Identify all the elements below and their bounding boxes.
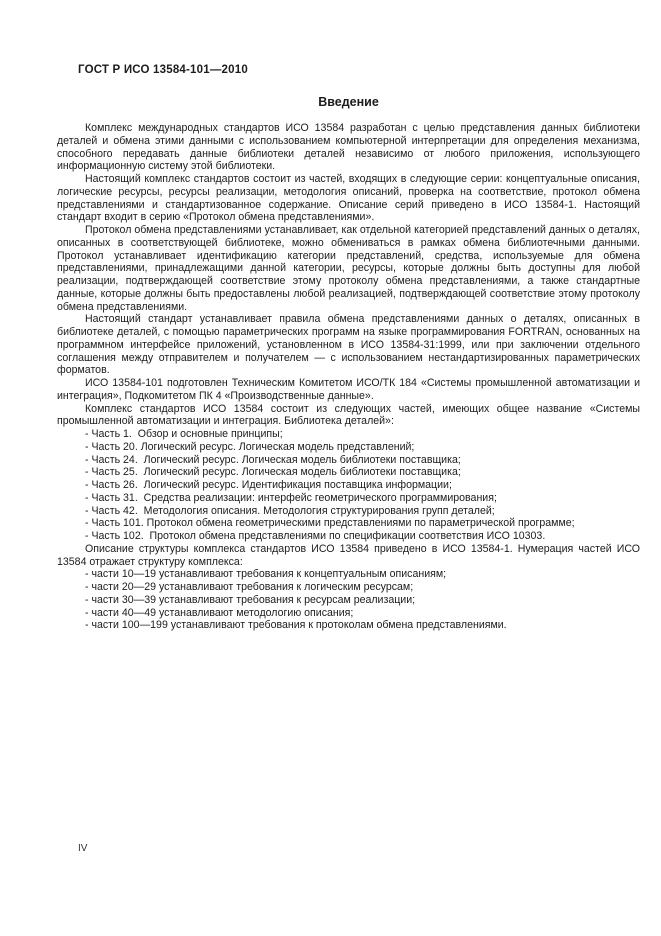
- section-title: Введение: [318, 95, 379, 109]
- paragraph: - Часть 42. Методология описания. Методология структурирования групп деталей;: [85, 504, 495, 517]
- paragraph: - Часть 1. Обзор и основные принципы;: [85, 428, 283, 440]
- paragraph: Протокол обмена представлениями устанавливает, как отдельной категорией представлений данных о деталях, описанных в соответствующей библиотеке, можно обмениваться в рамках обмена библиотечными данными. Протокол устанавливает идентификацию категории представлений, средства, используемые для обмена представлениями, принадлежащими данной категории, ресурсы, которые должны быть доступны для любой реализации, подтверждающей соответствие этому протоколу обмена представлениями, а также стандартные данные, которые должны быть предоставлены любой реализацией, подтверждающей соответствие этому протоколу обмена представлениями.: [57, 224, 640, 313]
- document-standard-code: ГОСТ Р ИСО 13584-101—2010: [78, 64, 248, 76]
- document-body: [57, 122, 640, 632]
- paragraph: - Часть 20. Логический ресурс. Логическая модель представлений;: [85, 440, 415, 453]
- paragraph: - Часть 102. Протокол обмена представлениями по спецификации соответствия ИСО 10303.: [85, 530, 546, 542]
- paragraph: Комплекс стандартов ИСО 13584 состоит из следующих частей, имеющих общее название «Системы промышленной автоматизации и интеграция. Библиотека деталей»:: [57, 402, 640, 428]
- paragraph: - Часть 25. Логический ресурс. Логическая модель библиотеки поставщика;: [85, 466, 461, 479]
- paragraph: - части 30—39 устанавливают требования к ресурсам реализации;: [85, 593, 416, 606]
- paragraph: Комплекс международных стандартов ИСО 13584 разработан с целью представления данных библиотеки деталей и обмена этими данными с использованием компьютерной интерпретации для определения механизма, способного передавать данные библиотеки деталей независимо от любого приложения, использующего информационную систему этой библиотеки.: [57, 122, 640, 173]
- paragraph: - Часть 24. Логический ресурс. Логическая модель библиотеки поставщика;: [85, 453, 461, 466]
- paragraph: Описание структуры комплекса стандартов ИСО 13584 приведено в ИСО 13584-1. Нумерация частей ИСО 13584 отражает структуру комплекса:: [57, 542, 640, 568]
- paragraph: - части 40—49 устанавливают методологию описания;: [85, 606, 354, 619]
- paragraph: - Часть 101. Протокол обмена геометрическими представлениями по параметрической программе;: [85, 517, 575, 530]
- paragraph: - части 10—19 устанавливают требования к концептуальным описаниям;: [85, 568, 447, 581]
- paragraph: - Часть 31. Средства реализации: интерфейс геометрического программирования;: [85, 491, 497, 504]
- page-number: IV: [78, 843, 88, 854]
- paragraph: Настоящий стандарт устанавливает правила обмена представлениями данных о деталях, описанных в библиотеке деталей, с помощью параметрических программ на языке программирования FORTRAN, основанных на программном интерфейсе приложений, установленном в ИСО 13584-31:1999, или при заключении отдельного соглашения между отправителем и получателем — с использованием нестандартизированных параметрических форматов.: [57, 313, 640, 377]
- paragraph: Настоящий комплекс стандартов состоит из частей, входящих в следующие серии: концептуальные описания, логические ресурсы, ресурсы реализации, методология описаний, проверка на соответствие, протокол обмена представлениями и стандартизованное содержание. Описание серий приведено в ИСО 13584-1. Настоящий стандарт входит в серию «Протокол обмена представлениями».: [57, 173, 640, 224]
- paragraph: - части 20—29 устанавливают требования к логическим ресурсам;: [85, 581, 414, 593]
- paragraph: - Часть 26. Логический ресурс. Идентификация поставщика информации;: [85, 479, 452, 491]
- paragraph: ИСО 13584-101 подготовлен Техническим Комитетом ИСО/ТК 184 «Системы промышленной автоматизации и интеграция», Подкомитетом ПК 4 «Производственные данные».: [57, 377, 640, 402]
- paragraph: - части 100—199 устанавливают требования к протоколам обмена представлениями.: [85, 619, 507, 632]
